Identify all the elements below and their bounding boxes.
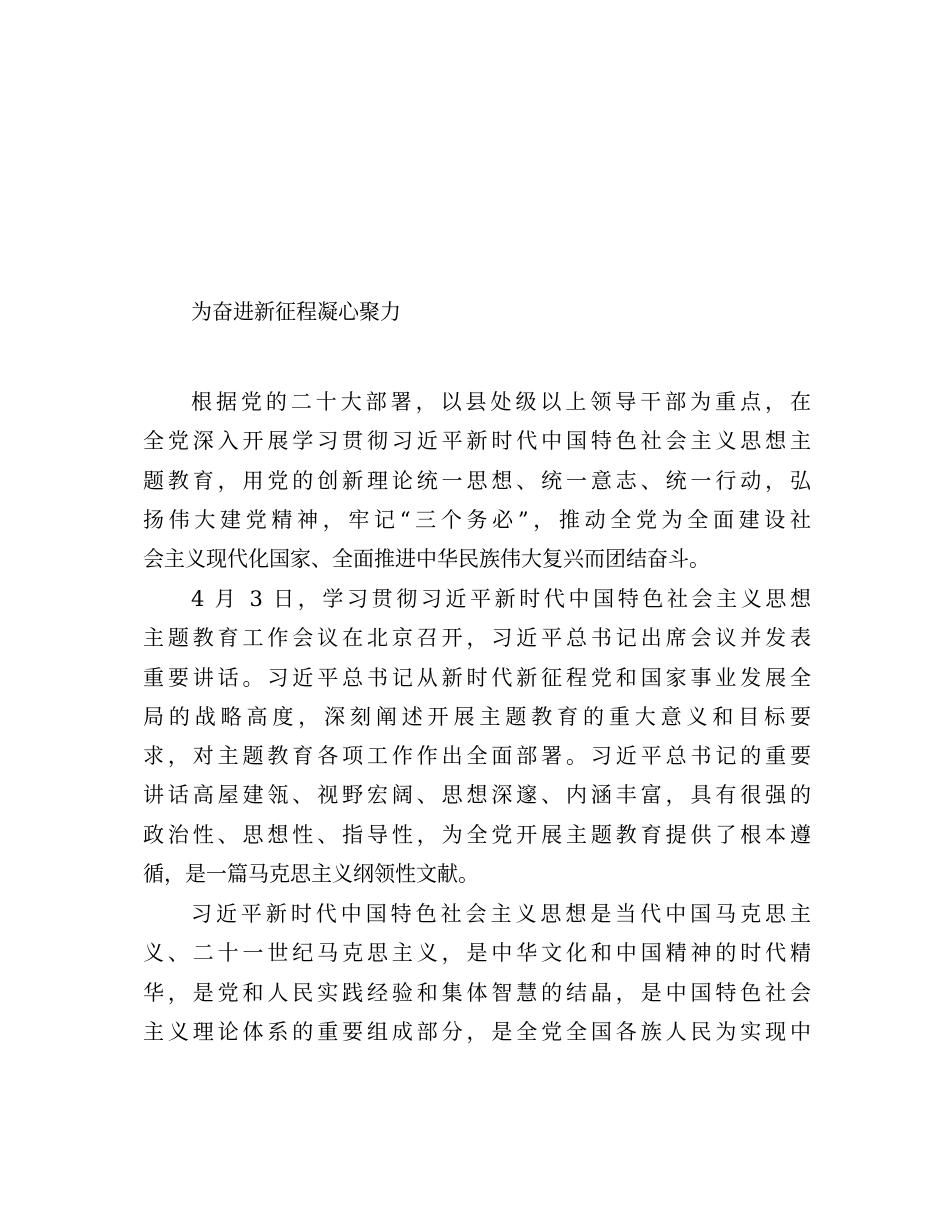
- paragraph-line: 题教育，用党的创新理论统一思想、统一意志、统一行动，弘: [143, 468, 811, 493]
- paragraph-line: 根据党的二十大部署，以县处级以上领导干部为重点，在: [191, 390, 811, 414]
- paragraph-line: 局的战略高度，深刻阐述开展主题教育的重大意义和目标要: [143, 704, 811, 729]
- paragraph-line: 求，对主题教育各项工作作出全面部署。习近平总书记的重要: [143, 744, 811, 769]
- paragraph-line: 会主义现代化国家、全面推进中华民族伟大复兴而团结奋斗。: [143, 547, 710, 572]
- paragraph-line: 全党深入开展学习贯彻习近平新时代中国特色社会主义思想主: [143, 429, 811, 454]
- paragraph-line: 主义理论体系的重要组成部分，是全党全国各族人民为实现中: [143, 1019, 811, 1044]
- paragraph-3: [143, 895, 811, 1052]
- paragraph-line: 义、二十一世纪马克思主义，是中华文化和中国精神的时代精: [143, 941, 811, 966]
- paragraph-line: 4 月 3 日，学习贯彻习近平新时代中国特色社会主义思想: [191, 587, 811, 611]
- paragraph-line: 主题教育工作会议在北京召开，习近平总书记出席会议并发表: [143, 626, 811, 651]
- paragraph-line: 习近平新时代中国特色社会主义思想是当代中国马克思主: [191, 902, 811, 926]
- paragraph-1: [143, 383, 811, 579]
- paragraph-line: 讲话高屋建瓴、视野宏阔、思想深邃、内涵丰富，具有很强的: [143, 783, 811, 808]
- paragraph-2: [143, 580, 811, 894]
- document-title: 为奋进新征程凝心聚力: [191, 300, 401, 324]
- paragraph-line: 扬伟大建党精神，牢记“三个务必”，推动全党为全面建设社: [143, 507, 811, 532]
- paragraph-line: 政治性、思想性、指导性，为全党开展主题教育提供了根本遵: [143, 822, 811, 847]
- paragraph-line: 重要讲话。习近平总书记从新时代新征程党和国家事业发展全: [143, 665, 811, 690]
- paragraph-line: 循，是一篇马克思主义纲领性文献。: [143, 862, 479, 887]
- paragraph-line: 华，是党和人民实践经验和集体智慧的结晶，是中国特色社会: [143, 980, 811, 1005]
